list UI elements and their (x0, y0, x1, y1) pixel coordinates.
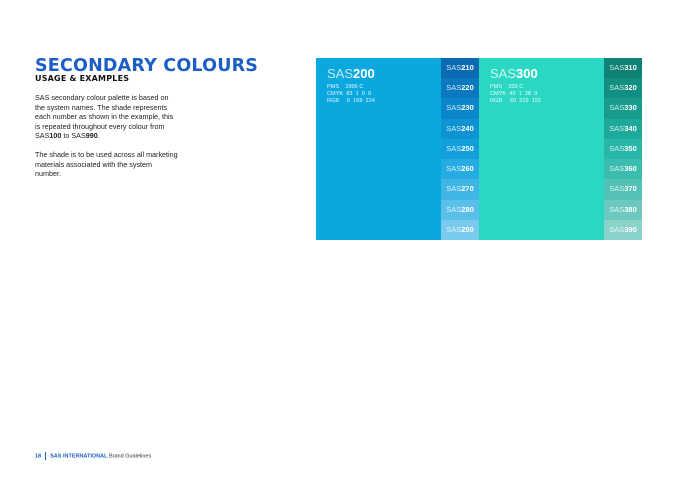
shade-prefix: SAS (609, 103, 625, 113)
shade-swatch-sas260 (441, 159, 479, 179)
shade-prefix: SAS (446, 123, 462, 133)
palette-sas300-specs: PMS 333 C CMYK 49 1 28 0 RGB 60 219 192 (490, 84, 541, 104)
page-subtitle: USAGE & EXAMPLES (35, 74, 130, 83)
palette-sas200-shade-column (441, 58, 479, 240)
shade-swatch-sas360 (604, 159, 642, 179)
palette-number: 200 (353, 66, 375, 81)
shade-number: 360 (624, 164, 637, 174)
shade-prefix: SAS (609, 164, 625, 174)
shade-swatch-sas230 (441, 98, 479, 118)
shade-number: 250 (461, 143, 474, 153)
shade-prefix: SAS (609, 63, 625, 72)
paragraph-1 (35, 93, 200, 141)
footer (35, 452, 151, 460)
shade-swatch-sas350 (604, 139, 642, 159)
shade-number: 330 (624, 103, 637, 113)
paragraph-1-line: SAS secondary colour palette is based on (35, 93, 169, 102)
palette-sas200-name (327, 67, 375, 81)
shade-prefix: SAS (446, 224, 462, 234)
shade-swatch-sas320 (604, 78, 642, 98)
shade-prefix: SAS (446, 63, 462, 72)
paragraph-1-line: each number as shown in the example, this (35, 112, 174, 122)
shade-swatch-sas340 (604, 119, 642, 139)
shade-number: 220 (461, 83, 474, 93)
range-end-punct: . (97, 131, 100, 141)
shade-prefix: SAS (446, 83, 462, 93)
shade-prefix: SAS (609, 184, 625, 194)
shade-swatch-sas240 (441, 119, 479, 139)
paragraph-1-line: the system names. The shade represents (35, 102, 168, 112)
shade-swatch-sas380 (604, 200, 642, 220)
paragraph-2 (35, 150, 200, 179)
palette-number: 300 (516, 66, 538, 81)
shade-prefix: SAS (609, 123, 625, 133)
shade-swatch-sas270 (441, 179, 479, 199)
shade-swatch-sas330 (604, 98, 642, 118)
paragraph-2-line: number. (35, 169, 61, 179)
shade-number: 290 (461, 224, 474, 234)
shade-prefix: SAS (446, 204, 462, 214)
shade-prefix: SAS (609, 143, 625, 153)
paragraph-1-line: is repeated throughout every colour from (35, 121, 165, 131)
footer-divider (45, 452, 46, 460)
range-start-prefix: SAS (35, 131, 50, 141)
shade-prefix: SAS (609, 83, 625, 93)
shade-number: 370 (624, 184, 637, 194)
footer-doc-name: Brand Guidelines (109, 453, 152, 460)
page-title: SECONDARY COLOURS (35, 56, 259, 76)
shade-prefix: SAS (609, 224, 625, 234)
palette-sas300-shade-column (604, 58, 642, 240)
shade-prefix: SAS (609, 204, 625, 214)
range-end-number: 990 (85, 131, 98, 141)
shade-number: 210 (461, 63, 474, 72)
shade-swatch-sas280 (441, 200, 479, 220)
shade-number: 260 (461, 164, 474, 174)
palette-sas200-specs: PMS 2995 C CMYK 83 1 0 0 RGB 0 169 224 (327, 84, 375, 104)
shade-prefix: SAS (446, 143, 462, 153)
shade-prefix: SAS (446, 184, 462, 194)
shade-number: 270 (461, 184, 474, 194)
shade-number: 320 (624, 83, 637, 93)
palette-sas300-main-swatch (479, 58, 604, 240)
footer-brand: SAS INTERNATIONAL (50, 453, 108, 460)
shade-prefix: SAS (446, 103, 462, 113)
shade-number: 310 (624, 63, 637, 72)
shade-number: 230 (461, 103, 474, 113)
shade-swatch-sas390 (604, 220, 642, 240)
paragraph-2-line: materials associated with the system (35, 159, 153, 169)
shade-swatch-sas220 (441, 78, 479, 98)
shade-number: 390 (624, 224, 637, 234)
page-number: 18 (35, 453, 42, 460)
shade-swatch-sas290 (441, 220, 479, 240)
shade-number: 240 (461, 123, 474, 133)
shade-number: 380 (624, 204, 637, 214)
shade-number: 340 (624, 123, 637, 133)
palette-prefix: SAS (490, 66, 517, 81)
shade-swatch-sas250 (441, 139, 479, 159)
body-text (35, 93, 200, 188)
palette-prefix: SAS (327, 66, 354, 81)
paragraph-2-line: The shade is to be used across all marketing (35, 149, 178, 159)
palette-sas300-name (490, 67, 538, 81)
shade-swatch-sas310 (604, 58, 642, 78)
shade-number: 350 (624, 143, 637, 153)
range-connector: to SAS (61, 131, 86, 141)
palette-sas200-main-swatch (316, 58, 441, 240)
range-start-number: 100 (49, 131, 62, 141)
shade-number: 280 (461, 204, 474, 214)
shade-swatch-sas210 (441, 58, 479, 78)
shade-prefix: SAS (446, 164, 462, 174)
shade-swatch-sas370 (604, 179, 642, 199)
